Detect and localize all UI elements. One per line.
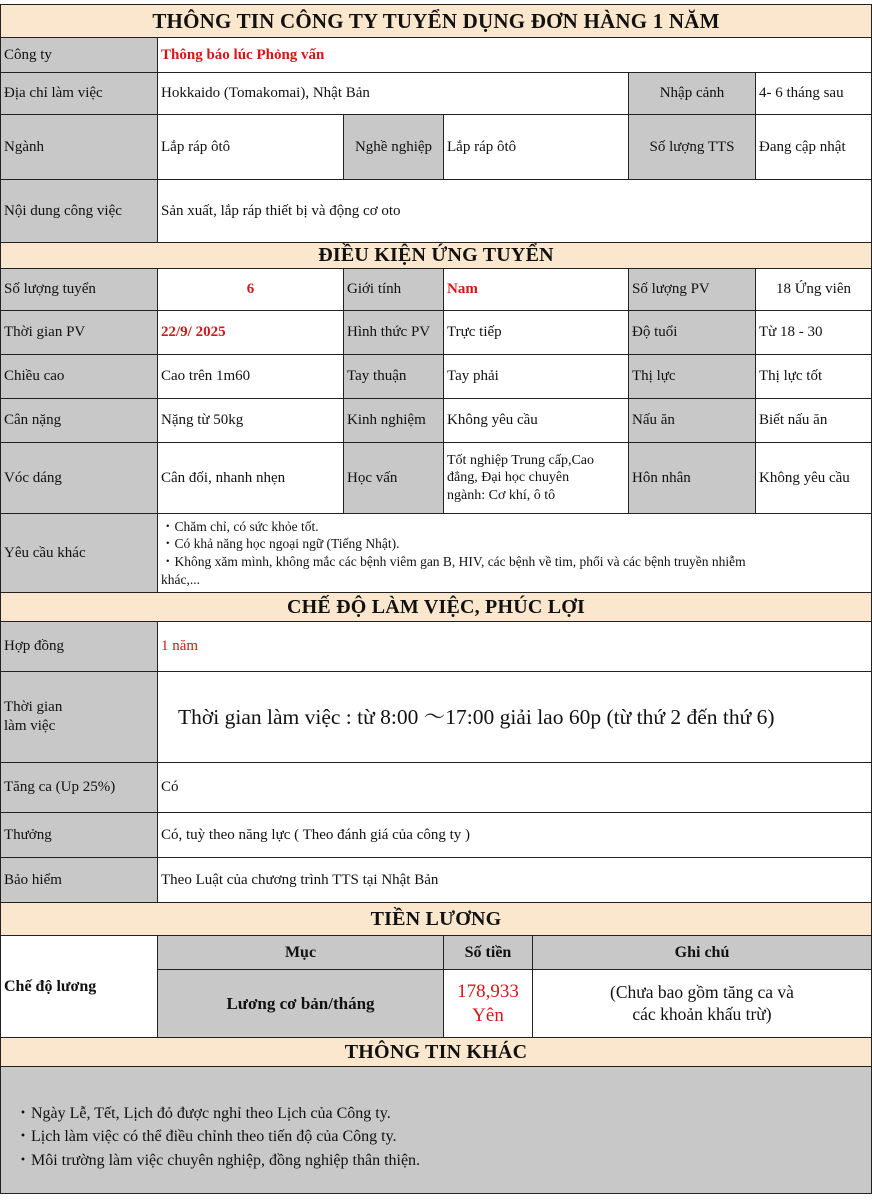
col-amount-header: Số tiền bbox=[443, 935, 533, 970]
salary-amount-value bbox=[443, 969, 533, 1038]
tts-count-label: Số lượng TTS bbox=[628, 114, 756, 180]
contract-label: Hợp đồng bbox=[0, 621, 158, 672]
conditions-header: ĐIỀU KIỆN ỨNG TUYỂN bbox=[0, 242, 872, 269]
gender-value: Nam bbox=[443, 268, 629, 311]
age-value: Từ 18 - 30 bbox=[755, 310, 872, 355]
other-requirements-value bbox=[157, 513, 872, 593]
industry-value: Lắp ráp ôtô bbox=[157, 114, 344, 180]
interview-time-value: 22/9/ 2025 bbox=[157, 310, 344, 355]
address-value: Hokkaido (Tomakomai), Nhật Bản bbox=[157, 72, 629, 115]
overtime-label: Tăng ca (Up 25%) bbox=[0, 762, 158, 813]
body-label: Vóc dáng bbox=[0, 442, 158, 514]
interview-form-value: Trực tiếp bbox=[443, 310, 629, 355]
marriage-label: Hôn nhân bbox=[628, 442, 756, 514]
hand-label: Tay thuận bbox=[343, 354, 444, 399]
tts-count-value: Đang cập nhật bbox=[755, 114, 872, 180]
other-info-line: ・Ngày Lễ, Tết, Lịch đỏ được nghỉ theo Lịch của Công ty. bbox=[15, 1105, 391, 1123]
company-label: Công ty bbox=[0, 37, 158, 73]
work-time-label bbox=[0, 671, 158, 763]
other-info-line: ・Môi trường làm việc chuyên nghiệp, đồng nghiệp thân thiện. bbox=[15, 1151, 421, 1169]
interview-count-value: 18 Ứng viên bbox=[755, 268, 872, 311]
salary-note-value bbox=[532, 969, 872, 1038]
education-value bbox=[443, 442, 629, 514]
salary-amount-number: 178,933 bbox=[457, 980, 519, 1002]
hand-value: Tay phải bbox=[443, 354, 629, 399]
interview-form-label: Hình thức PV bbox=[343, 310, 444, 355]
education-label: Học vấn bbox=[343, 442, 444, 514]
cooking-value: Biết nấu ăn bbox=[755, 398, 872, 443]
insurance-label: Bảo hiểm bbox=[0, 857, 158, 903]
other-info-body bbox=[0, 1066, 872, 1194]
work-time-label-line: Thời gian bbox=[4, 699, 63, 716]
other-info-header: THÔNG TIN KHÁC bbox=[0, 1037, 872, 1067]
industry-label: Ngành bbox=[0, 114, 158, 180]
entry-label: Nhập cảnh bbox=[628, 72, 756, 115]
experience-value: Không yêu cầu bbox=[443, 398, 629, 443]
overtime-value: Có bbox=[157, 762, 872, 813]
requirement-line: ・Chăm chỉ, có sức khỏe tốt. bbox=[161, 518, 319, 534]
other-requirements-label: Yêu cầu khác bbox=[0, 513, 158, 593]
recruit-count-value: 6 bbox=[157, 268, 344, 311]
cooking-label: Nấu ăn bbox=[628, 398, 756, 443]
other-info-line: ・Lịch làm việc có thể điều chỉnh theo tiến độ của Công ty. bbox=[15, 1128, 397, 1146]
job-content-value: Sản xuất, lắp ráp thiết bị và động cơ oto bbox=[157, 179, 872, 243]
recruit-count-label: Số lượng tuyển bbox=[0, 268, 158, 311]
age-label: Độ tuổi bbox=[628, 310, 756, 355]
requirement-line: ・Có khả năng học ngoại ngữ (Tiếng Nhật). bbox=[161, 536, 400, 552]
company-value: Thông báo lúc Phỏng vấn bbox=[157, 37, 872, 73]
experience-label: Kinh nghiệm bbox=[343, 398, 444, 443]
weight-value: Nặng từ 50kg bbox=[157, 398, 344, 443]
height-value: Cao trên 1m60 bbox=[157, 354, 344, 399]
work-time-label-line: làm việc bbox=[4, 718, 56, 734]
requirement-line: khác,... bbox=[161, 571, 200, 587]
marriage-value: Không yêu cầu bbox=[755, 442, 872, 514]
education-line: ngành: Cơ khí, ô tô bbox=[447, 487, 556, 503]
page-title: THÔNG TIN CÔNG TY TUYỂN DỤNG ĐƠN HÀNG 1 NĂM bbox=[0, 4, 872, 38]
interview-count-label: Số lượng PV bbox=[628, 268, 756, 311]
entry-value: 4- 6 tháng sau bbox=[755, 72, 872, 115]
address-label: Địa chỉ làm việc bbox=[0, 72, 158, 115]
insurance-value: Theo Luật của chương trình TTS tại Nhật Bản bbox=[157, 857, 872, 903]
salary-item-value: Lương cơ bản/tháng bbox=[157, 969, 444, 1038]
work-time-value: Thời gian làm việc : từ 8:00 ～17:00 giải lao 60p (từ thứ 2 đến thứ 6) bbox=[157, 671, 872, 763]
salary-amount-unit: Yên bbox=[472, 1004, 504, 1026]
salary-note-line: (Chưa bao gồm tăng ca và bbox=[610, 981, 794, 1002]
body-value: Cân đối, nhanh nhẹn bbox=[157, 442, 344, 514]
contract-value: 1 năm bbox=[157, 621, 872, 672]
height-label: Chiều cao bbox=[0, 354, 158, 399]
requirement-line: ・Không xăm mình, không mắc các bệnh viêm gan B, HIV, các bệnh về tim, phổi và các bệnh truyền nhiễm bbox=[161, 554, 746, 569]
interview-time-label: Thời gian PV bbox=[0, 310, 158, 355]
welfare-header: CHẾ ĐỘ LÀM VIỆC, PHÚC LỢI bbox=[0, 592, 872, 622]
occupation-label: Nghề nghiệp bbox=[343, 114, 444, 180]
education-line: Tốt nghiệp Trung cấp,Cao bbox=[447, 452, 594, 468]
occupation-value: Lắp ráp ôtô bbox=[443, 114, 629, 180]
weight-label: Cân nặng bbox=[0, 398, 158, 443]
col-note-header: Ghi chú bbox=[532, 935, 872, 970]
bonus-label: Thưởng bbox=[0, 812, 158, 858]
bonus-value: Có, tuỳ theo năng lực ( Theo đánh giá của công ty ) bbox=[157, 812, 872, 858]
job-content-label: Nội dung công việc bbox=[0, 179, 158, 243]
vision-label: Thị lực bbox=[628, 354, 756, 399]
gender-label: Giới tính bbox=[343, 268, 444, 311]
education-line: đẳng, Đại học chuyên bbox=[447, 470, 570, 486]
col-item-header: Mục bbox=[157, 935, 444, 970]
vision-value: Thị lực tốt bbox=[755, 354, 872, 399]
salary-note-line: các khoản khấu trừ) bbox=[632, 1003, 772, 1024]
salary-header: TIỀN LƯƠNG bbox=[0, 902, 872, 936]
salary-regime-label: Chế độ lương bbox=[0, 935, 158, 1038]
